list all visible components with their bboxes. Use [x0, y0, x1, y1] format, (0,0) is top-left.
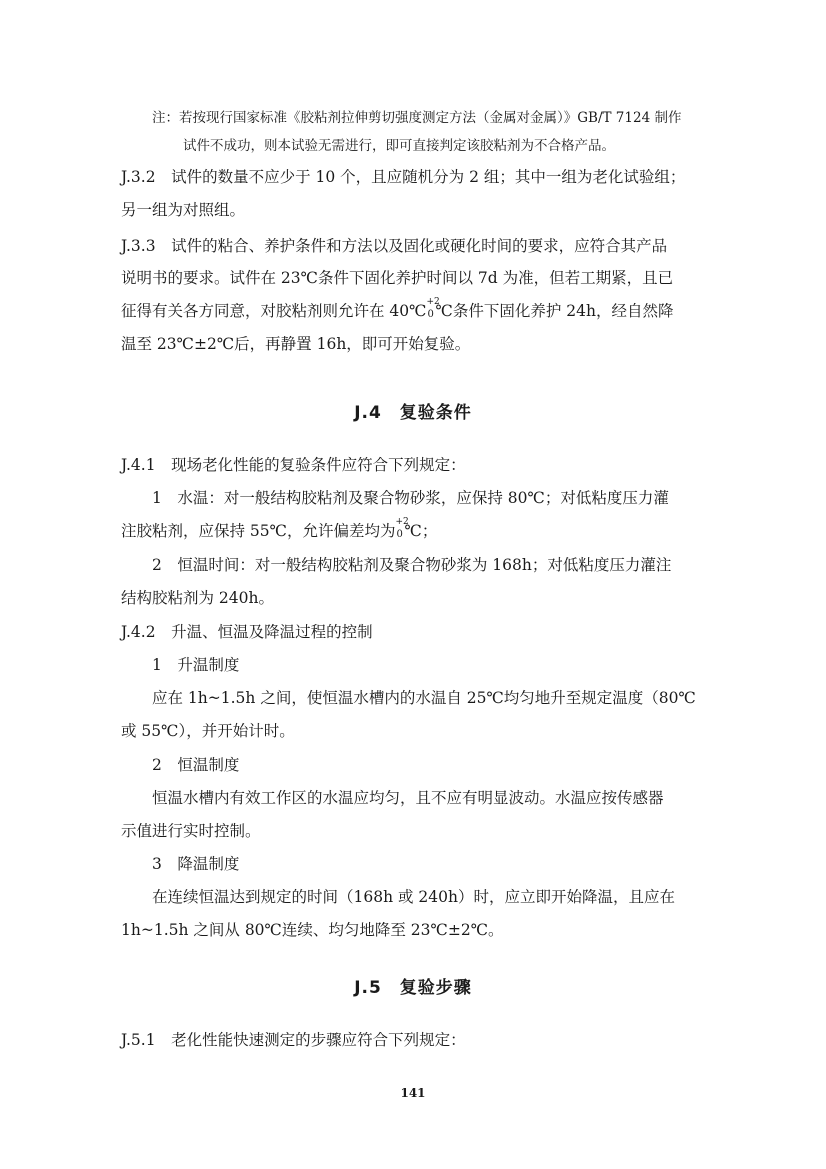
clause-j42-intro: J.4.2 升温、恒温及降温过程的控制: [121, 623, 373, 641]
tolerance-lower: 0: [396, 529, 403, 540]
tolerance-fraction: [426, 297, 440, 321]
tolerance-upper: +2: [426, 297, 440, 307]
clause-j42-item-1-title: 1 升温制度: [152, 656, 240, 674]
clause-j33-line-3: [121, 297, 674, 321]
clause-j33-line-3-text-after: ℃条件下固化养护 24h，经自然降: [435, 302, 674, 320]
clause-j42-item-2-line-1: 恒温水槽内有效工作区的水温应均匀，且不应有明显波动。水温应按传感器: [152, 789, 664, 807]
clause-j42-item-3-title: 3 降温制度: [152, 855, 240, 873]
note-line-1: 注：若按现行国家标准《胶粘剂拉伸剪切强度测定方法（金属对金属）》GB/T 7124 制作: [152, 110, 682, 126]
clause-j41-item-2-line-1: 2 恒温时间：对一般结构胶粘剂及聚合物砂浆为 168h；对低粘度压力灌注: [152, 556, 672, 574]
section-heading-j5: J.5 复验步骤: [354, 978, 472, 998]
section-heading-j4: J.4 复验条件: [354, 403, 472, 423]
clause-j41-item-1-line-2-text-after: ℃；: [404, 522, 438, 540]
clause-j33-line-3-text-before: 征得有关各方同意，对胶粘剂则允许在 40℃: [121, 302, 427, 320]
clause-j51-intro: J.5.1 老化性能快速测定的步骤应符合下列规定：: [121, 1031, 466, 1049]
clause-j41-item-1-line-1: 1 水温：对一般结构胶粘剂及聚合物砂浆，应保持 80℃；对低粘度压力灌: [152, 489, 669, 507]
tolerance-lower: 0: [427, 309, 434, 320]
clause-j41-item-1-line-2: [121, 517, 438, 541]
clause-j33-line-2: 说明书的要求。试件在 23℃条件下固化养护时间以 7d 为准，但若工期紧，且已: [121, 269, 674, 287]
tolerance-upper: +2: [395, 517, 409, 527]
clause-j42-item-3-line-2: 1h~1.5h 之间从 80℃连续、均匀地降至 23℃±2℃。: [121, 921, 504, 939]
clause-j41-item-2-line-2: 结构胶粘剂为 240h。: [121, 589, 274, 607]
clause-j33-line-4: 温至 23℃±2℃后，再静置 16h，即可开始复验。: [121, 335, 471, 353]
clause-j42-item-2-line-2: 示值进行实时控制。: [121, 822, 261, 840]
clause-j41-intro: J.4.1 现场老化性能的复验条件应符合下列规定：: [121, 456, 466, 474]
clause-j42-item-3-line-1: 在连续恒温达到规定的时间（168h 或 240h）时，应立即开始降温，且应在: [152, 888, 675, 906]
clause-j32-line-1: J.3.2 试件的数量不应少于 10 个，且应随机分为 2 组；其中一组为老化试验组；: [121, 168, 686, 186]
clause-j42-item-1-line-1: 应在 1h~1.5h 之间，使恒温水槽内的水温自 25℃均匀地升至规定温度（80℃: [152, 689, 696, 707]
page-number: 141: [400, 1086, 426, 1100]
clause-j41-item-1-line-2-text-before: 注胶粘剂，应保持 55℃，允许偏差均为: [121, 522, 396, 540]
clause-j42-item-1-line-2: 或 55℃），并开始计时。: [121, 722, 295, 740]
clause-j32-line-2: 另一组为对照组。: [121, 201, 246, 219]
tolerance-fraction: [395, 517, 409, 541]
clause-j42-item-2-title: 2 恒温制度: [152, 756, 240, 774]
clause-j33-line-1: J.3.3 试件的粘合、养护条件和方法以及固化或硬化时间的要求，应符合其产品: [121, 237, 668, 255]
note-line-2: 试件不成功，则本试验无需进行，即可直接判定该胶粘剂为不合格产品。: [183, 138, 615, 154]
